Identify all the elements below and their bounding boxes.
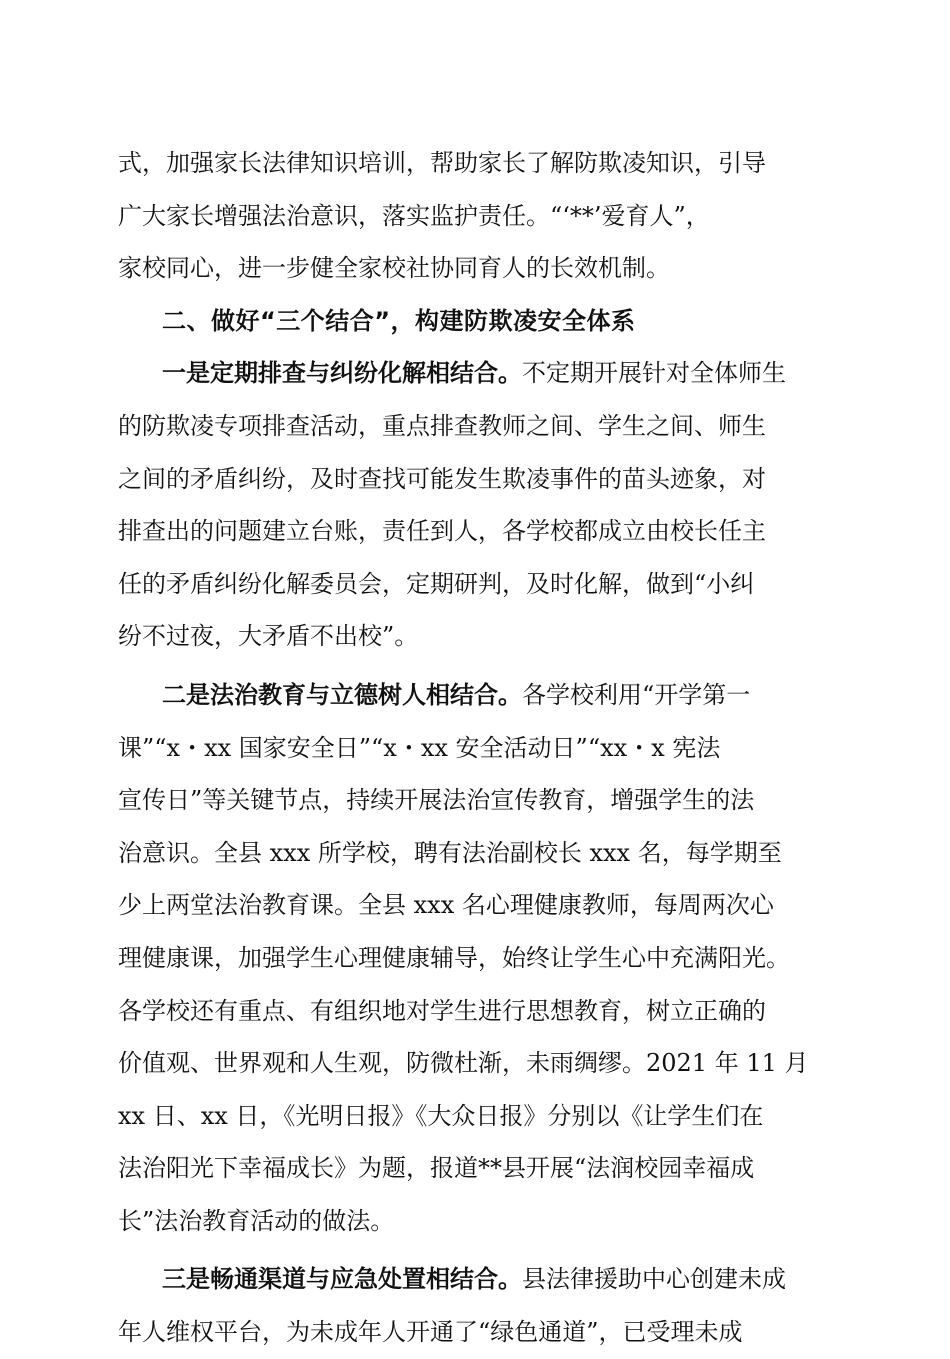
document-body [118, 137, 836, 1359]
text-line: 长”法治教育活动的做法。 [118, 1206, 395, 1235]
paragraph-channels [118, 1253, 836, 1358]
text-line: 年人维权平台，为未成年人开通了“绿色通道”，已受理未成 [118, 1318, 743, 1347]
text-line: 任的矛盾纠纷化解委员会，定期研判，及时化解，做到“小纠 [118, 569, 755, 598]
paragraph-lead: 二是法治教育与立德树人相结合。 [162, 679, 522, 709]
text-line: 家校同心，进一步健全家校社协同育人的长效机制。 [118, 254, 670, 283]
text-line: 纷不过夜，大矛盾不出校”。 [118, 622, 419, 651]
text-line: 各学校还有重点、有组织地对学生进行思想教育，树立正确的 [118, 996, 766, 1025]
text-line: 的防欺凌专项排查活动，重点排查教师之间、学生之间、师生 [118, 411, 766, 440]
text-line: 广大家长增强法治意识，落实监护责任。“‘**’爱育人”， [118, 201, 710, 230]
paragraph-lead: 三是畅通渠道与应急处置相结合。 [162, 1264, 522, 1294]
section-heading: 二、做好“三个结合”，构建防欺凌安全体系 [162, 306, 636, 335]
paragraph-lead: 一是定期排查与纠纷化解相结合。 [162, 358, 522, 388]
paragraph-text: 不定期开展针对全体师生 [522, 359, 786, 388]
text-line: 法治阳光下幸福成长》为题，报道**县开展“法润校园幸福成 [118, 1154, 755, 1183]
paragraph-screening [118, 347, 836, 663]
text-line: xx 日、xx 日，《光明日报》《大众日报》分别以《让学生们在 [118, 1101, 764, 1130]
text-line [118, 1253, 836, 1306]
paragraph-parent-education [118, 137, 836, 295]
text-line: 课”“x・xx 国家安全日”“x・xx 安全活动日”“xx・x 宪法 [118, 733, 721, 762]
text-line: 排查出的问题建立台账，责任到人，各学校都成立由校长任主 [118, 517, 766, 546]
paragraph-text: 各学校利用“开学第一 [522, 680, 751, 709]
text-line: 之间的矛盾纠纷，及时查找可能发生欺凌事件的苗头迹象，对 [118, 464, 766, 493]
paragraph-legal-education [118, 669, 836, 1248]
text-line: 式，加强家长法律知识培训，帮助家长了解防欺凌知识，引导 [118, 149, 766, 177]
text-line: 价值观、世界观和人生观，防微杜渐，未雨绸缪。2021 年 11 月 [118, 1049, 809, 1078]
text-line: 少上两堂法治教育课。全县 xxx 名心理健康教师，每周两次心 [118, 891, 774, 920]
text-line: 理健康课，加强学生心理健康辅导，始终让学生心中充满阳光。 [118, 943, 790, 972]
text-line [118, 347, 836, 400]
text-line [118, 669, 836, 722]
text-line: 治意识。全县 xxx 所学校，聘有法治副校长 xxx 名，每学期至 [118, 838, 782, 867]
paragraph-text: 县法律援助中心创建未成 [522, 1265, 786, 1294]
text-line: 宣传日”等关键节点，持续开展法治宣传教育，增强学生的法 [118, 786, 755, 815]
